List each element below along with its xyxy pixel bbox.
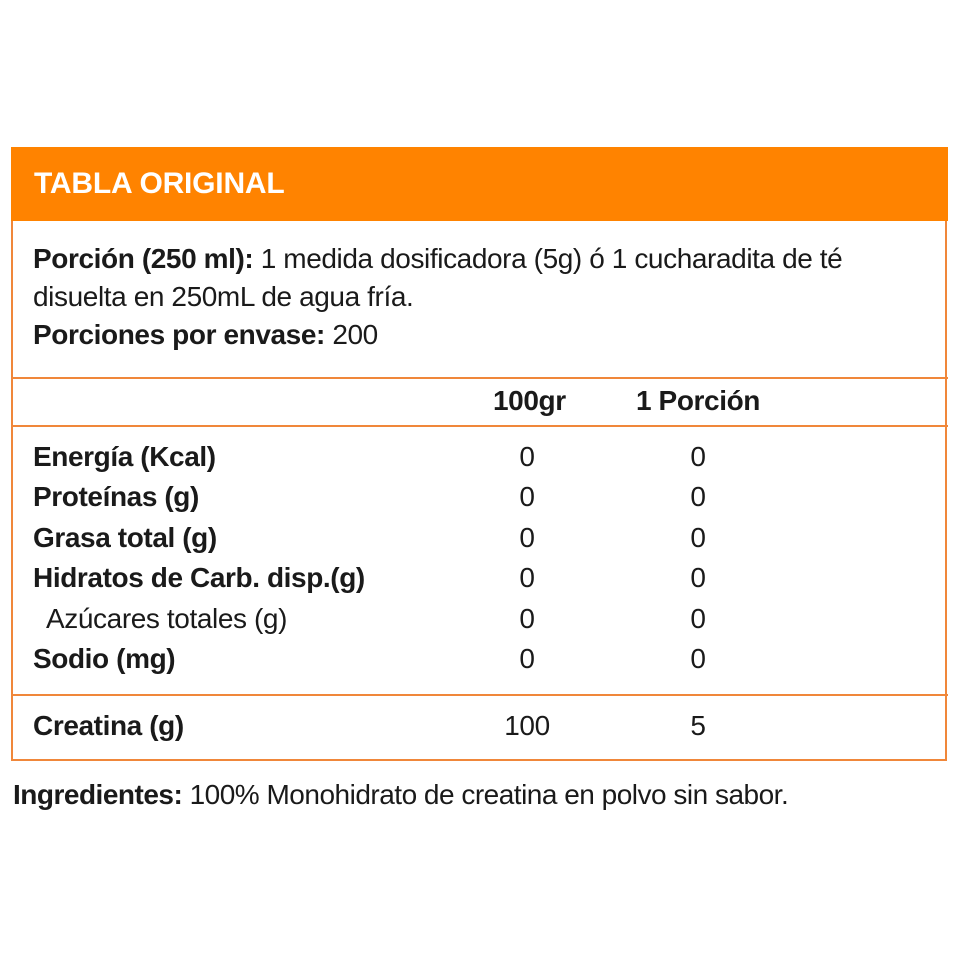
servings-line [33,316,948,354]
table-row [0,562,960,602]
value-100g: 0 [519,441,535,472]
ingredients-line [13,779,788,811]
nutrient-rows [0,441,960,683]
column-header-portion: 1 Porción [636,385,760,416]
value-portion: 0 [690,481,706,513]
table-row [0,603,960,643]
nutrient-label: Hidratos de Carb. disp.(g) [33,562,365,594]
value-100g: 0 [519,602,535,634]
value-portion: 0 [690,602,706,634]
divider-creatina [11,694,948,696]
table-header-bar [11,147,948,221]
ingredients-text: 100% Monohidrato de creatina en polvo sin sabor. [182,779,789,810]
nutrient-sub-label: Azúcares totales (g) [46,602,287,634]
table-row [0,522,960,562]
nutrient-label: Grasa total (g) [33,521,217,553]
value-100g: 100 [504,710,550,741]
table-row-creatina [0,710,960,750]
value-100g: 0 [519,521,535,553]
ingredients-label: Ingredientes: [13,779,183,810]
portion-line-1 [33,240,948,278]
value-100g: 0 [519,562,535,594]
divider-column-header [11,425,948,427]
portion-label: Porción (250 ml): [33,243,254,274]
value-portion: 0 [690,521,706,553]
table-row [0,643,960,683]
value-portion: 0 [690,441,706,472]
nutrient-label: Energía (Kcal) [33,441,216,472]
value-portion: 0 [690,642,706,674]
nutrient-label: Creatina (g) [33,710,184,741]
table-row [0,441,960,481]
portion-line-2: disuelta en 250mL de agua fría. [33,281,414,312]
value-100g: 0 [519,642,535,674]
portion-text: 1 medida dosificadora (5g) ó 1 cucharadita de té [253,243,843,274]
divider-serving [11,377,948,379]
table-row [0,481,960,521]
servings-label: Porciones por envase: [33,319,325,350]
table-title: TABLA ORIGINAL [34,167,285,200]
value-portion: 5 [690,710,706,741]
serving-info [33,240,948,354]
servings-value: 200 [324,319,378,350]
value-100g: 0 [519,481,535,513]
value-portion: 0 [690,562,706,594]
nutrient-label: Proteínas (g) [33,481,199,513]
nutrient-label: Sodio (mg) [33,642,176,674]
column-header-100gr: 100gr [493,385,566,416]
